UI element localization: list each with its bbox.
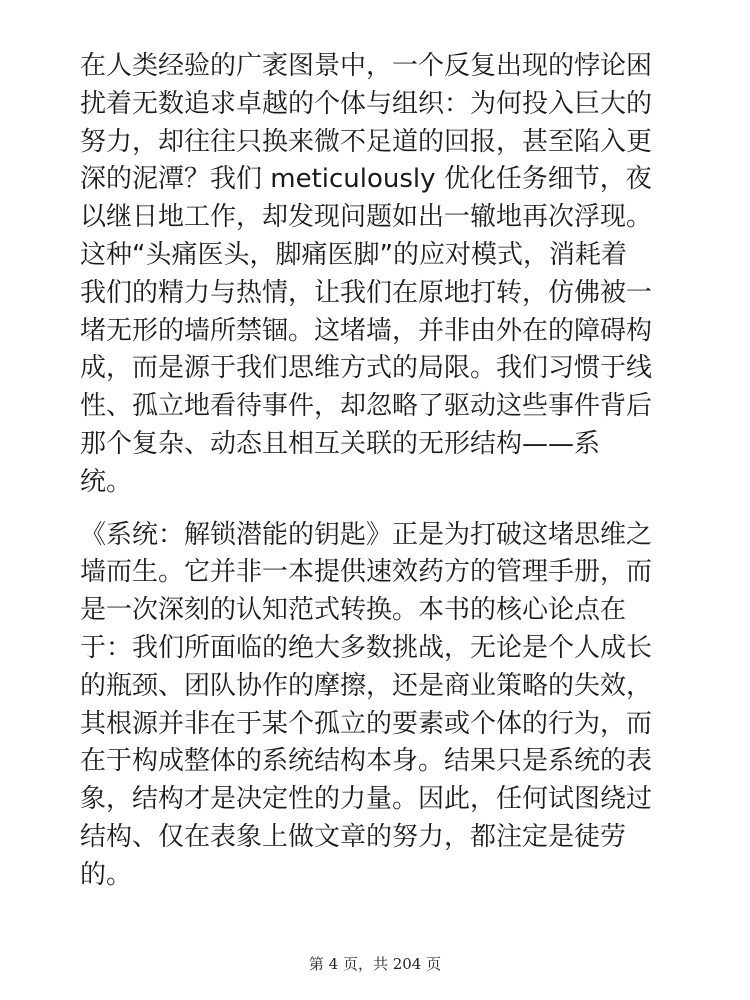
paragraph-2 — [80, 517, 680, 895]
text-line: 其根源并非在于某个孤立的要素或个体的行为，而 — [80, 708, 653, 739]
page-number: 第 4 页，共 204 页 — [308, 955, 442, 973]
text-line: 以继日地工作，却发现问题如出一辙地再次浮现。 — [80, 202, 653, 233]
text-line: 《系统：解锁潜能的钥匙》正是为打破这堵思维之 — [80, 519, 653, 550]
text-line: 这种“头痛医头，脚痛医脚”的应对模式，消耗着 — [80, 239, 627, 270]
text-line: 于：我们所面临的绝大多数挑战，无论是个人成长 — [80, 632, 653, 663]
text-line: 堵无形的墙所禁锢。这堵墙，并非由外在的障碍构 — [80, 315, 653, 346]
text-line: 在于构成整体的系统结构本身。结果只是系统的表 — [80, 746, 653, 777]
body-text — [80, 48, 680, 895]
text-line: 努力，却往往只换来微不足道的回报，甚至陷入更 — [80, 126, 653, 157]
text-line: 在人类经验的广袤图景中，一个反复出现的悖论困 — [80, 51, 653, 81]
text-line: 墙而生。它并非一本提供速效药方的管理手册，而 — [80, 557, 653, 588]
paragraph-1 — [80, 48, 680, 502]
text-line: 深的泥潭？我们 meticulously 优化任务细节，夜 — [80, 164, 652, 195]
text-line: 是一次深刻的认知范式转换。本书的核心论点在 — [80, 595, 627, 626]
text-line: 成，而是源于我们思维方式的局限。我们习惯于线 — [80, 353, 653, 384]
text-line: 那个复杂、动态且相互关联的无形结构——系 — [80, 428, 601, 459]
text-line: 的瓶颈、团队协作的摩擦，还是商业策略的失效， — [80, 670, 653, 701]
text-line: 统。 — [80, 466, 133, 497]
text-line: 扰着无数追求卓越的个体与组织：为何投入巨大的 — [80, 88, 653, 119]
text-line: 结构、仅在表象上做文章的努力，都注定是徒劳 — [80, 821, 627, 852]
text-line: 性、孤立地看待事件，却忽略了驱动这些事件背后 — [80, 391, 653, 422]
text-line: 的。 — [80, 859, 133, 890]
text-line: 我们的精力与热情，让我们在原地打转，仿佛被一 — [80, 277, 653, 308]
text-line: 象，结构才是决定性的力量。因此，任何试图绕过 — [80, 784, 653, 815]
